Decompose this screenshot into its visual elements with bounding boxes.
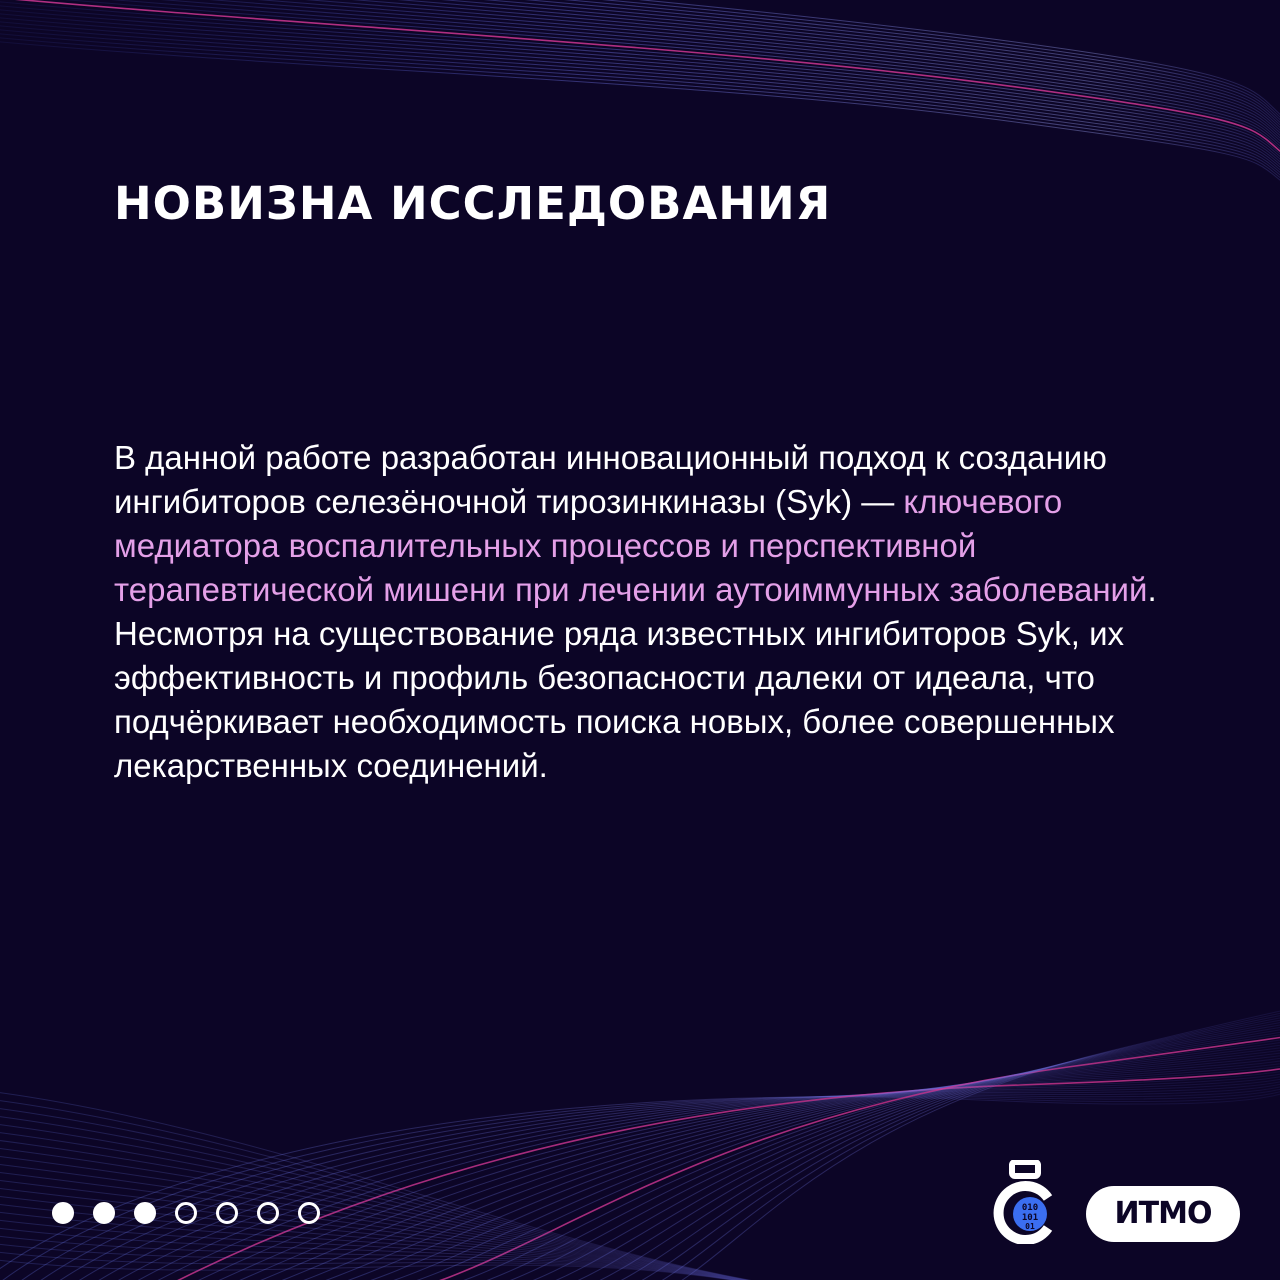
svg-text:01: 01 <box>1025 1222 1035 1231</box>
pagination-dot-2[interactable] <box>93 1202 115 1224</box>
slide-title: НОВИЗНА ИССЛЕДОВАНИЯ <box>114 177 832 230</box>
top-wave-line <box>0 40 1280 195</box>
bottom-cross-line <box>0 1098 900 1280</box>
pagination-dot-5[interactable] <box>216 1202 238 1224</box>
flask-c-logo-icon <box>990 1160 1060 1244</box>
bottom-wave-line <box>32 1051 1280 1280</box>
body-text-part2: . Несмотря на существование ряда известных ингибиторов Syk, их эффективность и профиль безопасности далеки от идеала, что подчёркивает необходимость поиска новых, более совершенных лекарственных соединений. <box>114 571 1157 784</box>
pagination-dot-3[interactable] <box>134 1202 156 1224</box>
body-paragraph <box>114 436 1174 788</box>
bottom-wave-line <box>230 1040 1280 1280</box>
bottom-wave-lines <box>0 1001 1280 1280</box>
pagination-dot-1[interactable] <box>52 1202 74 1224</box>
pagination-dot-4[interactable] <box>175 1202 197 1224</box>
body-text-highlight: ключевого медиатора воспалительных процессов и перспективной терапевтической мишени при лечении аутоиммунных заболеваний <box>114 483 1148 608</box>
itmo-logo: ИТМО <box>1086 1186 1240 1242</box>
body-text-part1: В данной работе разработан инновационный подход к созданию ингибиторов селезёночной тирозинкиназы (Syk) — <box>114 439 1107 520</box>
slide-pagination <box>52 1202 320 1224</box>
pagination-dot-7[interactable] <box>298 1202 320 1224</box>
pagination-dot-6[interactable] <box>257 1202 279 1224</box>
svg-text:101: 101 <box>1021 1213 1039 1223</box>
svg-text:010: 010 <box>1021 1203 1039 1213</box>
top-wave-line <box>0 36 1280 192</box>
top-wave-line <box>0 28 1280 187</box>
bottom-wave-line <box>248 1039 1280 1280</box>
bottom-cross-line <box>0 1226 900 1280</box>
top-wave-lines <box>0 0 1280 195</box>
bottom-cross-line <box>0 1234 900 1280</box>
top-wave-line <box>0 0 1280 153</box>
